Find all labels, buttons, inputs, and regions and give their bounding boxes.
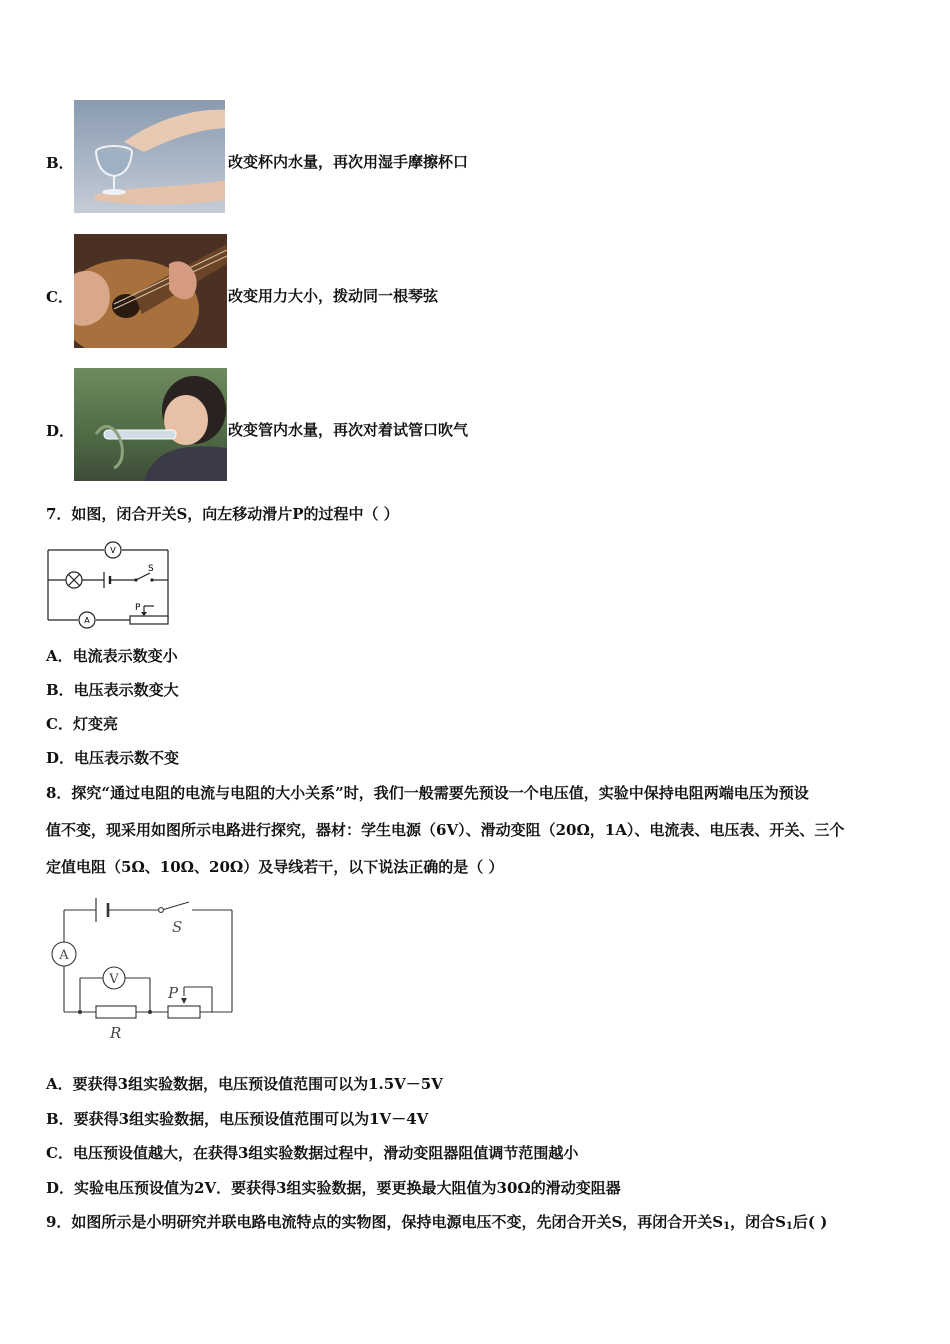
option-text: 改变杯内水量，再次用湿手摩擦杯口 xyxy=(228,153,469,171)
guitar-photo xyxy=(74,234,227,348)
rheostat-symbol xyxy=(130,603,168,624)
option-b: B．电压表示数变大 xyxy=(46,681,179,699)
option-b: B．要获得3组实验数据，电压预设值范围可以为1V－4V xyxy=(46,1110,429,1128)
option-d: D．电压表示数不变 xyxy=(46,749,180,767)
option-letter: C． xyxy=(46,288,73,306)
ammeter-symbol xyxy=(52,942,76,966)
option-a: A．电流表示数变小 xyxy=(46,647,178,665)
battery-symbol xyxy=(104,572,110,588)
question-7-circuit-diagram xyxy=(44,540,174,630)
slider-label: P xyxy=(168,984,179,1002)
option-d: D．实验电压预设值为2V．要获得3组实验数据，要更换最大阻值为30Ω的滑动变阻器 xyxy=(46,1179,621,1197)
voltmeter-label: V xyxy=(109,972,119,987)
switch-label: S xyxy=(148,564,154,574)
child-blowing-tube-photo xyxy=(74,368,227,481)
stem-part: 后( ) xyxy=(792,1213,828,1231)
question-8-stem-line: 值不变，现采用如图所示电路进行探究，器材：学生电源（6V）、滑动变阻（20Ω，1A）、电流表、电压表、开关、三个 xyxy=(46,821,845,839)
option-text: 改变用力大小，拨动同一根琴弦 xyxy=(228,287,439,305)
voltmeter-label: V xyxy=(110,546,116,555)
resistor-label: R xyxy=(110,1024,122,1042)
option-text: 改变管内水量，再次对着试管口吹气 xyxy=(228,421,469,439)
voltmeter-symbol xyxy=(105,542,121,558)
question-8-circuit-diagram xyxy=(44,890,244,1050)
slider-label: P xyxy=(135,603,141,613)
option-c: C．电压预设值越大，在获得3组实验数据过程中，滑动变阻器阻值调节范围越小 xyxy=(46,1144,579,1162)
question-7-stem: 7．如图，闭合开关S，向左移动滑片P的过程中（ ） xyxy=(46,505,399,523)
option-a: A．要获得3组实验数据，电压预设值范围可以为1.5V－5V xyxy=(46,1075,443,1093)
subscript: 1 xyxy=(785,1221,793,1232)
option-letter: D． xyxy=(46,422,75,440)
stem-part: ，闭合S xyxy=(730,1213,786,1231)
stem-part: 9．如图所示是小明研究并联电路电流特点的实物图，保持电源电压不变，先闭合开关S，再闭合开关S xyxy=(46,1213,724,1231)
resistor-symbol xyxy=(78,1006,152,1042)
ammeter-label: A xyxy=(59,948,69,963)
option-c: C．灯变亮 xyxy=(46,715,118,733)
wine-glass-photo xyxy=(74,100,225,213)
subscript: 1 xyxy=(723,1221,731,1232)
voltmeter-symbol xyxy=(103,967,125,989)
lamp-symbol xyxy=(66,572,82,588)
switch-label: S xyxy=(172,918,183,936)
option-letter: B． xyxy=(46,154,74,172)
question-8-stem-line: 8．探究“通过电阻的电流与电阻的大小关系”时，我们一般需要先预设一个电压值，实验中保持电阻两端电压为预设 xyxy=(46,784,809,802)
ammeter-symbol xyxy=(79,612,95,628)
switch-symbol xyxy=(159,908,183,936)
question-8-stem-line: 定值电阻（5Ω、10Ω、20Ω）及导线若干，以下说法正确的是（ ） xyxy=(46,858,504,876)
ammeter-label: A xyxy=(84,616,90,625)
question-9-stem xyxy=(46,1212,827,1237)
battery-symbol xyxy=(96,898,108,922)
